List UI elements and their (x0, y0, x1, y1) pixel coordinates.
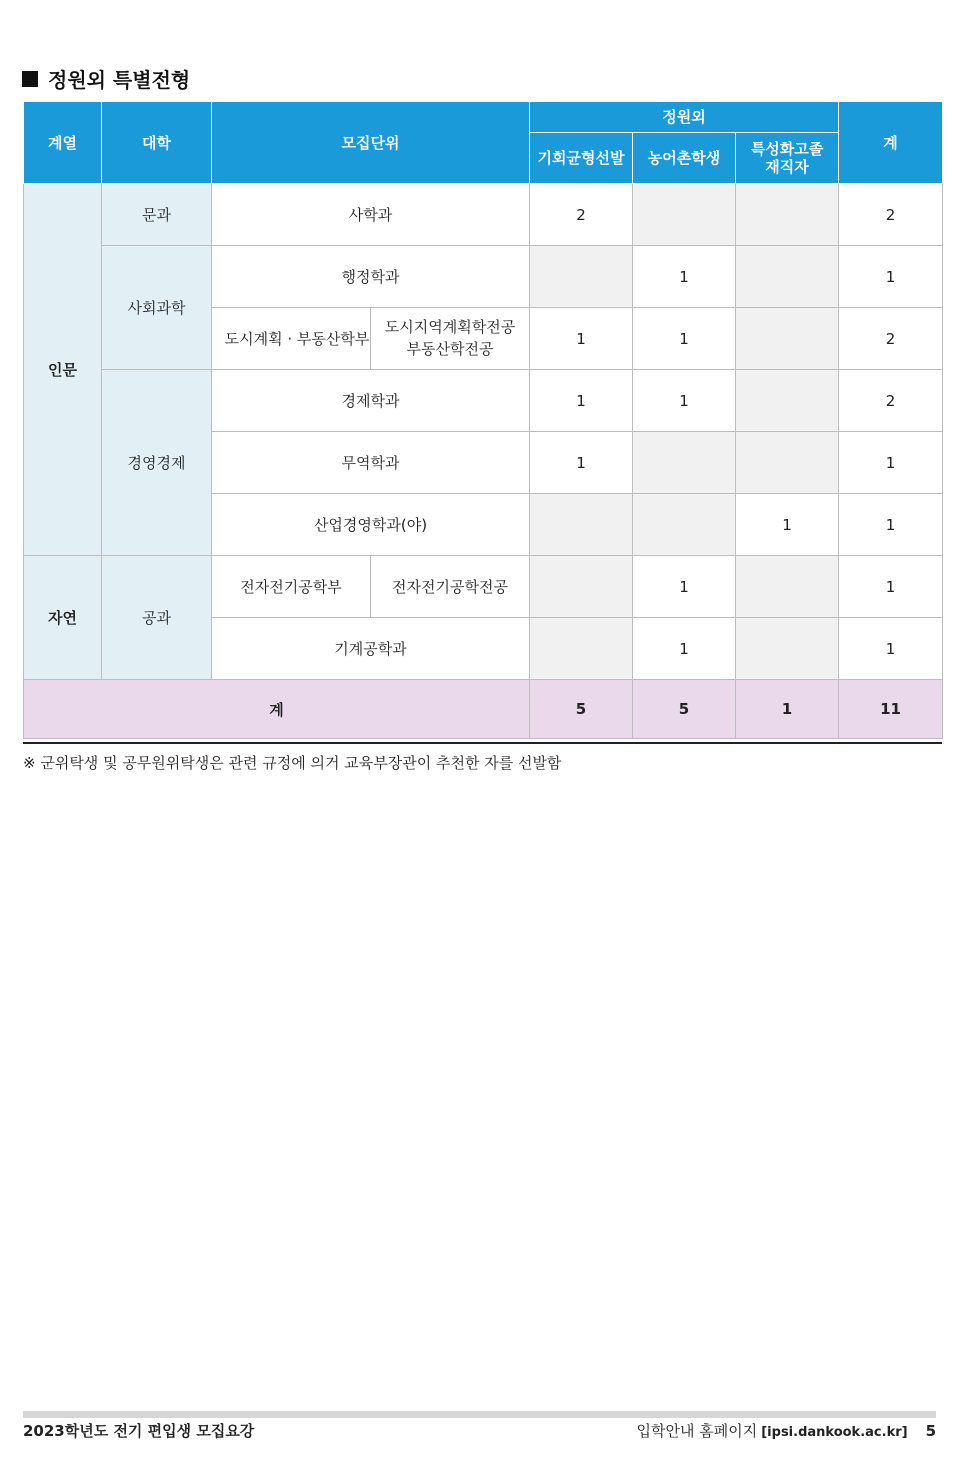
header-col-c-text: 특성화고졸 재직자 (750, 140, 824, 176)
value-b: 1 (633, 556, 736, 618)
unit-cell: 경제학과 (212, 370, 530, 432)
table-row (24, 370, 943, 432)
square-bullet-icon (22, 71, 38, 87)
footer-info (637, 1420, 936, 1441)
unit-sub-cell: 전자전기공학전공 (371, 556, 530, 618)
value-c (736, 184, 839, 246)
value-total: 1 (839, 432, 943, 494)
unit-cell: 기계공학과 (212, 618, 530, 680)
value-a: 1 (530, 308, 633, 370)
totals-total: 11 (839, 680, 943, 739)
value-c (736, 556, 839, 618)
unit-cell: 사학과 (212, 184, 530, 246)
series-humanities: 인문 (24, 184, 102, 556)
unit-cell: 전자전기공학부 (212, 556, 371, 618)
value-c: 1 (736, 494, 839, 556)
value-b (633, 184, 736, 246)
quota-table (23, 101, 943, 739)
header-col-c (736, 133, 839, 184)
value-b (633, 432, 736, 494)
value-a (530, 618, 633, 680)
unit-cell: 산업경영학과(야) (212, 494, 530, 556)
value-total: 1 (839, 618, 943, 680)
footer-url: [ipsi.dankook.ac.kr] (761, 1425, 908, 1440)
value-b: 1 (633, 618, 736, 680)
value-c (736, 246, 839, 308)
value-total: 1 (839, 494, 943, 556)
value-a (530, 246, 633, 308)
header-extra-quota: 정원외 (530, 102, 839, 133)
page-number: 5 (925, 1422, 936, 1440)
college-engineering: 공과 (102, 556, 212, 680)
header-series: 계열 (24, 102, 102, 184)
table-row (24, 184, 943, 246)
series-natural: 자연 (24, 556, 102, 680)
value-total: 2 (839, 184, 943, 246)
value-a: 2 (530, 184, 633, 246)
footer-divider (23, 1411, 936, 1418)
college-business: 경영경제 (102, 370, 212, 556)
value-b: 1 (633, 370, 736, 432)
totals-label: 계 (24, 680, 530, 739)
section-title (22, 64, 190, 93)
college-social: 사회과학 (102, 246, 212, 370)
value-c (736, 370, 839, 432)
unit-cell: 도시계획 · 부동산학부 (212, 308, 371, 370)
footnote: ※ 군위탁생 및 공무원위탁생은 관련 규정에 의거 교육부장관이 추천한 자를 선발함 (23, 754, 562, 772)
value-total: 1 (839, 246, 943, 308)
table-row (24, 556, 943, 618)
value-a (530, 494, 633, 556)
unit-sub-2: 부동산학전공 (406, 339, 494, 358)
value-c (736, 432, 839, 494)
value-a: 1 (530, 370, 633, 432)
header-unit: 모집단위 (212, 102, 530, 184)
table-bottom-rule (23, 742, 942, 744)
unit-sub-1: 도시지역계획학전공 (384, 317, 516, 336)
value-c (736, 308, 839, 370)
table-row (24, 246, 943, 308)
value-b: 1 (633, 308, 736, 370)
totals-c: 1 (736, 680, 839, 739)
section-title-text: 정원외 특별전형 (48, 68, 191, 92)
header-col-a: 기회균형선발 (530, 133, 633, 184)
value-total: 1 (839, 556, 943, 618)
value-total: 2 (839, 308, 943, 370)
value-b: 1 (633, 246, 736, 308)
header-college: 대학 (102, 102, 212, 184)
value-b (633, 494, 736, 556)
college-munkwa: 문과 (102, 184, 212, 246)
totals-b: 5 (633, 680, 736, 739)
unit-cell: 행정학과 (212, 246, 530, 308)
unit-cell: 무역학과 (212, 432, 530, 494)
header-col-b: 농어촌학생 (633, 133, 736, 184)
totals-a: 5 (530, 680, 633, 739)
totals-row (24, 680, 943, 739)
unit-sub-cell (371, 308, 530, 370)
value-total: 2 (839, 370, 943, 432)
value-a: 1 (530, 432, 633, 494)
header-total: 계 (839, 102, 943, 184)
footer-homepage-label: 입학안내 홈페이지 (636, 1422, 758, 1440)
value-c (736, 618, 839, 680)
footer-title: 2023학년도 전기 편입생 모집요강 (23, 1422, 255, 1440)
value-a (530, 556, 633, 618)
